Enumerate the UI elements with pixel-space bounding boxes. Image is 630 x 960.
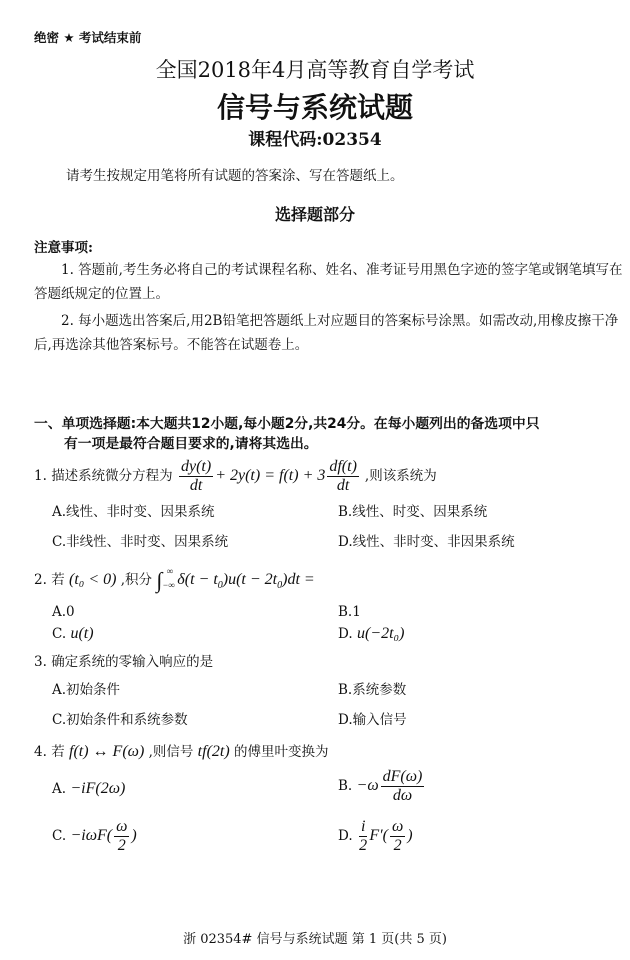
q2-option-d-math: u(−2t₀) bbox=[356, 625, 405, 642]
course-code: 课程代码:02354 bbox=[248, 130, 382, 150]
question-1-stem-pre: 描述系统微分方程为 bbox=[51, 468, 173, 485]
q4-option-c-math: −iωF( $\frac{\omega}{2}$ ) bbox=[70, 818, 137, 854]
q4-option-d-label: D. bbox=[338, 828, 353, 845]
question-2-stem-mid: ,积分 bbox=[120, 572, 153, 588]
q2-option-c-label: C. bbox=[52, 626, 67, 642]
question-2-number: 2. bbox=[34, 572, 47, 588]
q4-option-a-label: A. bbox=[52, 781, 67, 797]
note-item-1: 1. 答题前,考生务必将自己的考试课程名称、姓名、准考证号用黑色字迹的签字笔或钢笔填写在答题纸规定的位置上。 bbox=[34, 262, 623, 302]
question-1-stem-post: ,则该系统为 bbox=[364, 468, 437, 485]
q2-option-b: B.1 bbox=[338, 604, 361, 620]
question-4-stem-mid: ,则信号 bbox=[148, 744, 194, 760]
q1-option-c: C.非线性、非时变、因果系统 bbox=[52, 534, 229, 550]
q4-option-d bbox=[338, 818, 413, 855]
q3-option-d: D.输入信号 bbox=[338, 712, 407, 728]
q4-option-b-label: B. bbox=[338, 778, 353, 795]
question-4-stem-post: 的傅里叶变换为 bbox=[233, 744, 329, 760]
q4-option-b-math: −ω $\frac{dF(\omega)}{d\omega}$ bbox=[356, 768, 423, 804]
q1-option-a: A.线性、非时变、因果系统 bbox=[52, 504, 215, 520]
q1-option-d: D.线性、非时变、非因果系统 bbox=[338, 534, 515, 550]
question-1 bbox=[34, 458, 437, 495]
note-item-2: 2. 每小题选出答案后,用2B铅笔把答题纸上对应题目的答案标号涂黑。如需改动,用橡皮擦干净后,再选涂其他答案标号。不能答在试题卷上。 bbox=[34, 313, 619, 353]
part-heading bbox=[34, 414, 624, 454]
q4-option-a-math: −iF(2ω) bbox=[70, 780, 126, 797]
confidential-mark: 绝密 ★ 考试结束前 bbox=[34, 30, 142, 45]
question-3-stem: 确定系统的零输入响应的是 bbox=[51, 654, 214, 670]
question-2-stem-pre: 若 bbox=[51, 572, 65, 588]
q1-option-b: B.线性、时变、因果系统 bbox=[338, 504, 488, 520]
q4-option-b bbox=[338, 768, 426, 805]
q2-option-d-label: D. bbox=[338, 626, 353, 642]
question-4 bbox=[34, 740, 328, 761]
question-3-number: 3. bbox=[34, 654, 47, 670]
part-heading-line2: 有一项是最符合题目要求的,请将其选出。 bbox=[64, 436, 318, 452]
q4-option-c-label: C. bbox=[52, 828, 67, 845]
notes-label: 注意事项: bbox=[34, 240, 93, 256]
question-2 bbox=[34, 566, 315, 593]
q3-option-a: A.初始条件 bbox=[52, 682, 121, 698]
q3-option-b: B.系统参数 bbox=[338, 682, 407, 698]
question-4-stem-pre: 若 bbox=[51, 744, 65, 760]
question-3 bbox=[34, 650, 213, 670]
subject-title: 信号与系统试题 bbox=[216, 91, 413, 124]
question-2-integral: $\int_{-\infty}^\infty$ $\delta(t - t_0)u(t - 2t_0)dt$ = bbox=[156, 566, 315, 593]
page-footer: 浙 02354# 信号与系统试题 第 1 页(共 5 页) bbox=[183, 932, 447, 947]
question-4-pair: f(t) ↔ F(ω) bbox=[68, 743, 145, 760]
q3-option-c: C.初始条件和系统参数 bbox=[52, 712, 188, 728]
exam-title: 全国2018年4月高等教育自学考试 bbox=[155, 58, 475, 82]
question-2-condition: (t₀ < 0) bbox=[68, 571, 117, 588]
q2-option-c-math: u(t) bbox=[70, 625, 94, 642]
part-heading-line1: 一、单项选择题:本大题共12小题,每小题2分,共24分。在每小题列出的备选项中只 bbox=[34, 416, 540, 432]
question-4-signal: tf(2t) bbox=[197, 743, 230, 760]
question-4-number: 4. bbox=[34, 744, 47, 760]
q4-option-c bbox=[52, 818, 137, 855]
question-1-number: 1. bbox=[34, 468, 47, 485]
q4-option-d-math: $\frac{i}{2}$ F′( $\frac{\omega}{2}$ ) bbox=[359, 818, 413, 854]
q2-option-d bbox=[338, 625, 404, 643]
question-1-equation: $\frac{dy(t)}{dt}$ + 2y(t) = f(t) + 3 $\frac{df(t)}{dt}$ bbox=[180, 458, 357, 494]
instruction-text: 请考生按规定用笔将所有试题的答案涂、写在答题纸上。 bbox=[66, 168, 404, 184]
q2-option-a: A.0 bbox=[52, 604, 75, 620]
q2-option-c bbox=[52, 625, 94, 643]
section-title: 选择题部分 bbox=[274, 205, 355, 224]
q4-option-a bbox=[52, 780, 125, 798]
